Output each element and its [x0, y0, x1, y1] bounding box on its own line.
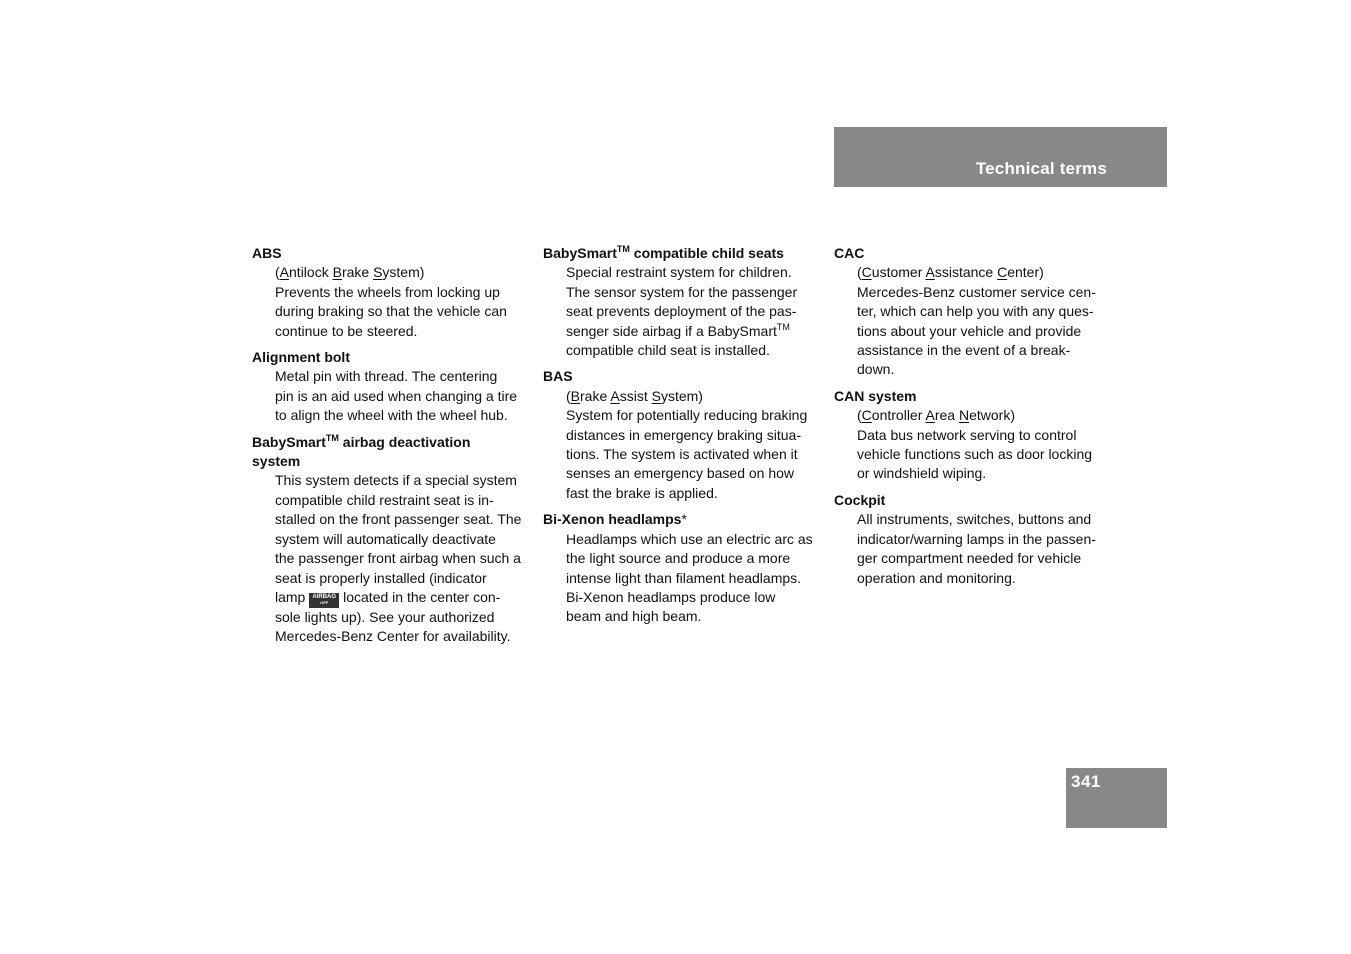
section-header-bar — [834, 127, 1167, 187]
desc-line: senger side airbag if a BabySmart™ — [566, 321, 790, 339]
desc-babysmart-airbag — [275, 471, 524, 646]
desc-line: pin is an aid used when changing a tire — [275, 387, 518, 404]
desc-cockpit — [857, 510, 1106, 588]
desc-abs — [275, 263, 524, 341]
acronym-expansion: (Controller Area Network) — [857, 407, 1015, 424]
desc-line: Metal pin with thread. The centering — [275, 368, 498, 385]
optional-asterisk: * — [681, 511, 687, 528]
airbag-off-indicator-icon: AIRBAG OFF — [309, 593, 339, 608]
entry-babysmart-seats — [543, 244, 815, 360]
term-can-system: CAN system — [834, 387, 917, 404]
term-babysmart-airbag-cont: system — [252, 453, 301, 470]
entry-can-system — [834, 387, 1106, 484]
acronym-expansion: (Antilock Brake System) — [275, 264, 425, 281]
entry-babysmart-airbag — [252, 433, 524, 647]
page-number-box — [1066, 768, 1167, 828]
term-babysmart-airbag: BabySmart™ airbag deactivation — [252, 432, 471, 450]
entry-alignment-bolt — [252, 348, 524, 426]
desc-line: seat prevents deployment of the pas- — [566, 303, 797, 320]
desc-line: Bi-Xenon headlamps produce low — [566, 588, 776, 605]
desc-babysmart-seats — [566, 263, 815, 360]
glossary-column-2 — [543, 244, 815, 634]
term-bas: BAS — [543, 368, 573, 385]
desc-line: compatible child seat is installed. — [566, 342, 770, 359]
desc-line: compatible child restraint seat is in- — [275, 491, 494, 508]
desc-line: fast the brake is applied. — [566, 484, 718, 501]
entry-bixenon — [543, 510, 815, 626]
desc-line: operation and monitoring. — [857, 569, 1016, 586]
desc-line: Headlamps which use an electric arc as — [566, 530, 813, 547]
entry-abs — [252, 244, 524, 341]
desc-line: The sensor system for the passenger — [566, 283, 798, 300]
desc-line: down. — [857, 361, 895, 378]
desc-line: indicator/warning lamps in the passen- — [857, 530, 1096, 547]
desc-line: during braking so that the vehicle can — [275, 303, 507, 320]
desc-cac — [857, 263, 1106, 379]
desc-line: or windshield wiping. — [857, 465, 987, 482]
desc-line: Data bus network serving to control — [857, 426, 1077, 443]
desc-line: Prevents the wheels from locking up — [275, 283, 500, 300]
desc-line: continue to be steered. — [275, 322, 418, 339]
section-title: Technical terms — [975, 159, 1107, 178]
acronym-expansion: (Brake Assist System) — [566, 387, 703, 404]
entry-cac — [834, 244, 1106, 380]
desc-line: the light source and produce a more — [566, 550, 791, 567]
desc-line: tions. The system is activated when it — [566, 446, 798, 463]
desc-line: stalled on the front passenger seat. The — [275, 511, 522, 528]
acronym-expansion: (Customer Assistance Center) — [857, 264, 1044, 281]
desc-line: assistance in the event of a break- — [857, 342, 1071, 359]
desc-line: Mercedes-Benz Center for availability. — [275, 628, 511, 645]
glossary-column-3 — [834, 244, 1106, 595]
term-alignment-bolt: Alignment bolt — [252, 349, 350, 366]
desc-line: intense light than filament headlamps. — [566, 569, 802, 586]
glossary-column-1 — [252, 244, 524, 654]
desc-line: All instruments, switches, buttons and — [857, 511, 1092, 528]
term-abs: ABS — [252, 245, 282, 261]
desc-line: Mercedes-Benz customer service cen- — [857, 283, 1096, 300]
desc-line: system will automatically deactivate — [275, 530, 496, 547]
desc-line: vehicle functions such as door locking — [857, 446, 1093, 463]
desc-line: seat is properly installed (indicator — [275, 569, 487, 586]
desc-line: This system detects if a special system — [275, 472, 517, 489]
page-number: 341 — [1071, 772, 1101, 791]
desc-line: sole lights up). See your authorized — [275, 608, 495, 625]
desc-line: to align the wheel with the wheel hub. — [275, 407, 508, 424]
term-babysmart-seats: BabySmart™ compatible child seats — [543, 244, 784, 261]
desc-line: System for potentially reducing braking — [566, 407, 808, 424]
entry-cockpit — [834, 491, 1106, 588]
desc-bas — [566, 387, 815, 503]
entry-bas — [543, 367, 815, 503]
term-bixenon: Bi-Xenon headlamps* — [543, 511, 687, 528]
term-cockpit: Cockpit — [834, 491, 886, 508]
desc-line: beam and high beam. — [566, 608, 702, 625]
term-cac: CAC — [834, 245, 865, 261]
desc-line: senses an emergency based on how — [566, 465, 795, 482]
desc-line: lamp AIRBAG OFF located in the center con- — [275, 588, 524, 608]
desc-line: ter, which can help you with any ques- — [857, 303, 1094, 320]
desc-alignment-bolt — [275, 367, 524, 425]
desc-line: Special restraint system for children. — [566, 264, 792, 281]
desc-bixenon — [566, 530, 815, 627]
desc-line: ger compartment needed for vehicle — [857, 550, 1082, 567]
desc-line: tions about your vehicle and provide — [857, 322, 1082, 339]
desc-can-system — [857, 406, 1106, 484]
desc-line: distances in emergency braking situa- — [566, 426, 802, 443]
desc-line: the passenger front airbag when such a — [275, 550, 521, 567]
